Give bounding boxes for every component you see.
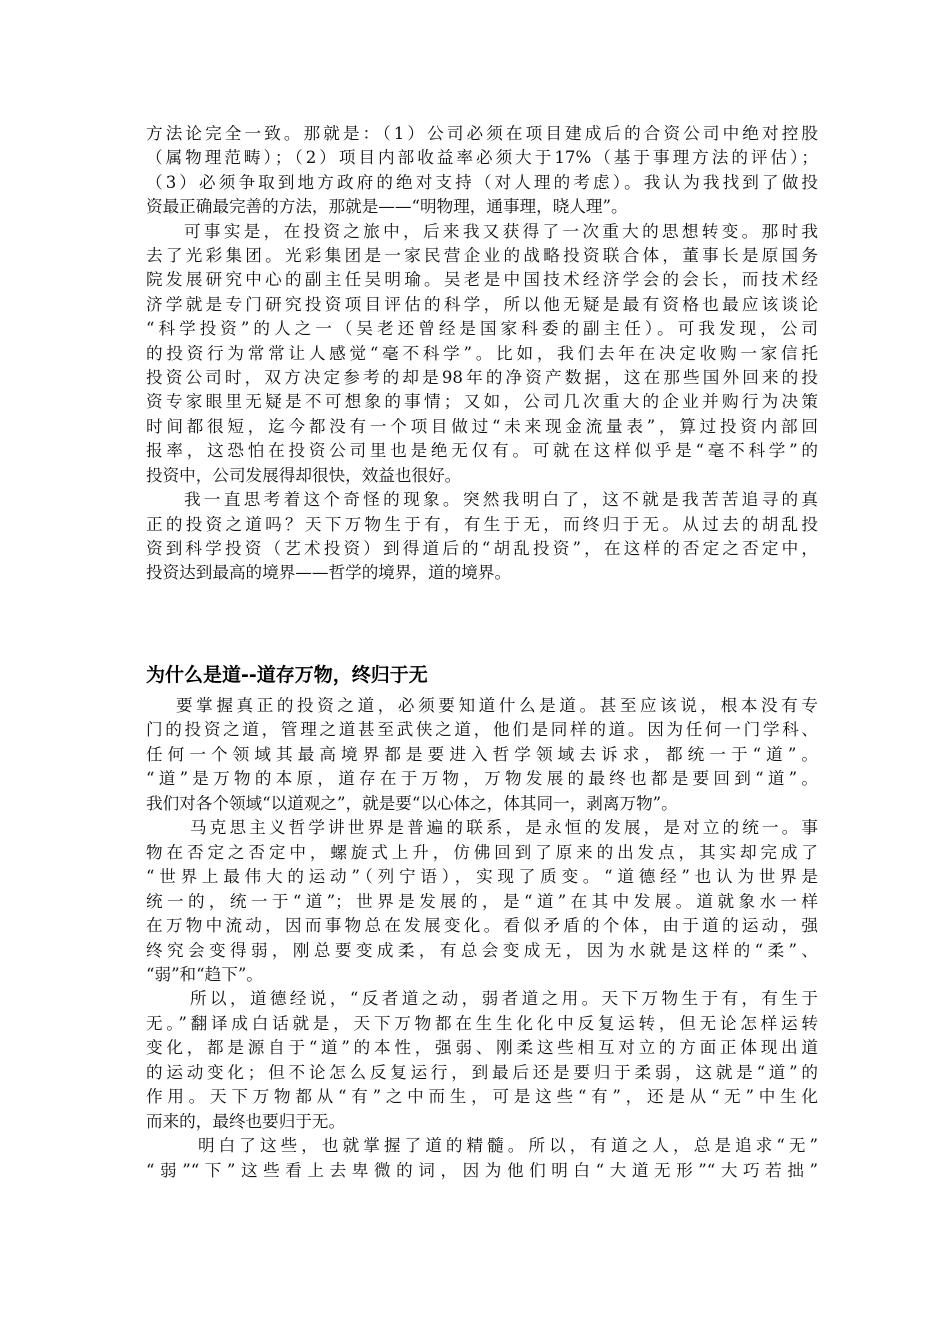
body-line: 我们对各个领域“以道观之”，就是要“以心体之，体其同一，剥离万物”。 — [146, 793, 678, 813]
body-line: （3）必须争取到地方政府的绝对支持（对人理的考虑）。我认为我找到了做投 — [146, 172, 818, 192]
body-line: 济学就是专门研究投资项目评估的科学，所以他无疑是最有资格也最应该谈论 — [146, 294, 818, 314]
body-line: 物在否定之否定中，螺旋式上升，仿佛回到了原来的出发点，其实却完成了 — [146, 842, 818, 862]
body-line: 正的投资之道吗？天下万物生于有，有生于无，而终归于无。从过去的胡乱投 — [146, 514, 818, 534]
body-line: 时间都很短，迄今都没有一个项目做过“未来现金流量表”，算过投资内部回 — [146, 416, 818, 436]
body-line: 的投资行为常常让人感觉“毫不科学”。比如，我们去年在决定收购一家信托 — [146, 343, 818, 363]
paragraph-first-line: 要掌握真正的投资之道，必须要知道什么是道。甚至应该说，根本没有专 — [176, 696, 818, 715]
body-line: “科学投资”的人之一（吴老还曾经是国家科委的副主任）。可我发现，公司 — [146, 319, 818, 339]
body-line: 无。”翻译成白话就是，天下万物都在生生化化中反复运转，但无论怎样运转 — [146, 1013, 818, 1033]
body-line: 变化，都是源自于“道”的本性，强弱、刚柔这些相互对立的方面正体现出道 — [146, 1038, 818, 1058]
body-line: “道”是万物的本原，道存在于万物，万物发展的最终也都是要回到“道”。 — [146, 769, 818, 789]
paragraph-first-line: 马克思主义哲学讲世界是普遍的联系，是永恒的发展，是对立的统一。事 — [190, 818, 818, 838]
body-line: “弱”和“趋下”。 — [146, 964, 263, 984]
body-line: 在万物中流动，因而事物总在发展变化。看似矛盾的个体，由于道的运动，强 — [146, 916, 818, 936]
body-line: 的运动变化；但不论怎么反复运行，到最后还是要归于柔弱，这就是“道”的 — [146, 1062, 818, 1082]
body-line: 院发展研究中心的副主任吴明瑜。吴老是中国技术经济学会的会长，而技术经 — [146, 270, 818, 290]
body-line: 作用。天下万物都从“有”之中而生，可是这些“有”，还是从“无”中生化 — [146, 1087, 818, 1107]
body-line: 统一的，统一于“道”；世界是发展的，是“道”在其中发展。道就象水一样 — [146, 891, 818, 911]
body-line: “弱”“下”这些看上去卑微的词，因为他们明白“大道无形”“大巧若拙” — [146, 1160, 818, 1180]
body-line: 投资达到最高的境界——哲学的境界，道的境界。 — [146, 563, 512, 583]
body-line: “世界上最伟大的运动”（列宁语），实现了质变。“道德经”也认为世界是 — [146, 867, 818, 887]
section-heading: 为什么是道--道存万物，终归于无 — [146, 664, 428, 686]
body-line: 终究会变得弱，刚总要变成柔，有总会变成无，因为水就是这样的“柔”、 — [146, 940, 818, 960]
body-line: （属物理范畴）；（2）项目内部收益率必须大于17%（基于事理方法的评估）； — [146, 148, 818, 168]
paragraph-first-line: 明白了这些，也就掌握了道的精髓。所以，有道之人，总是追求“无” — [198, 1136, 818, 1156]
body-line: 去了光彩集团。光彩集团是一家民营企业的战略投资联合体，董事长是原国务 — [146, 246, 818, 266]
body-line: 任何一个领域其最高境界都是要进入哲学领域去诉求，都统一于“道”。 — [146, 744, 818, 764]
body-line: 方法论完全一致。那就是：（1）公司必须在项目建成后的合资公司中绝对控股 — [146, 124, 818, 143]
body-line: 资专家眼里无疑是不可想象的事情；又如，公司几次重大的企业并购行为决策 — [146, 392, 818, 412]
body-line: 投资公司时，双方决定参考的却是98年的净资产数据，这在那些国外回来的投 — [146, 368, 818, 388]
body-line: 报率，这恐怕在投资公司里也是绝无仅有。可就在这样似乎是“毫不科学”的 — [146, 441, 818, 461]
section-2-body — [146, 694, 818, 1183]
section-1-body — [146, 122, 818, 586]
paragraph-first-line: 所以，道德经说，“反者道之动，弱者道之用。天下万物生于有，有生于 — [190, 989, 818, 1009]
paragraph-first-line: 可事实是，在投资之旅中，后来我又获得了一次重大的思想转变。那时我 — [184, 221, 818, 241]
body-line: 投资中，公司发展得却很快，效益也很好。 — [146, 465, 462, 485]
body-line: 资到科学投资（艺术投资）到得道后的“胡乱投资”，在这样的否定之否定中， — [146, 538, 818, 558]
body-line: 而来的，最终也要归于无。 — [146, 1111, 346, 1131]
body-line: 门的投资之道，管理之道甚至武侠之道，他们是同样的道。因为任何一门学科、 — [146, 720, 818, 740]
body-line: 资最正确最完善的方法，那就是——“明物理，通事理，晓人理”。 — [146, 197, 628, 217]
paragraph-first-line: 我一直思考着这个奇怪的现象。突然我明白了，这不就是我苦苦追寻的真 — [184, 490, 818, 510]
